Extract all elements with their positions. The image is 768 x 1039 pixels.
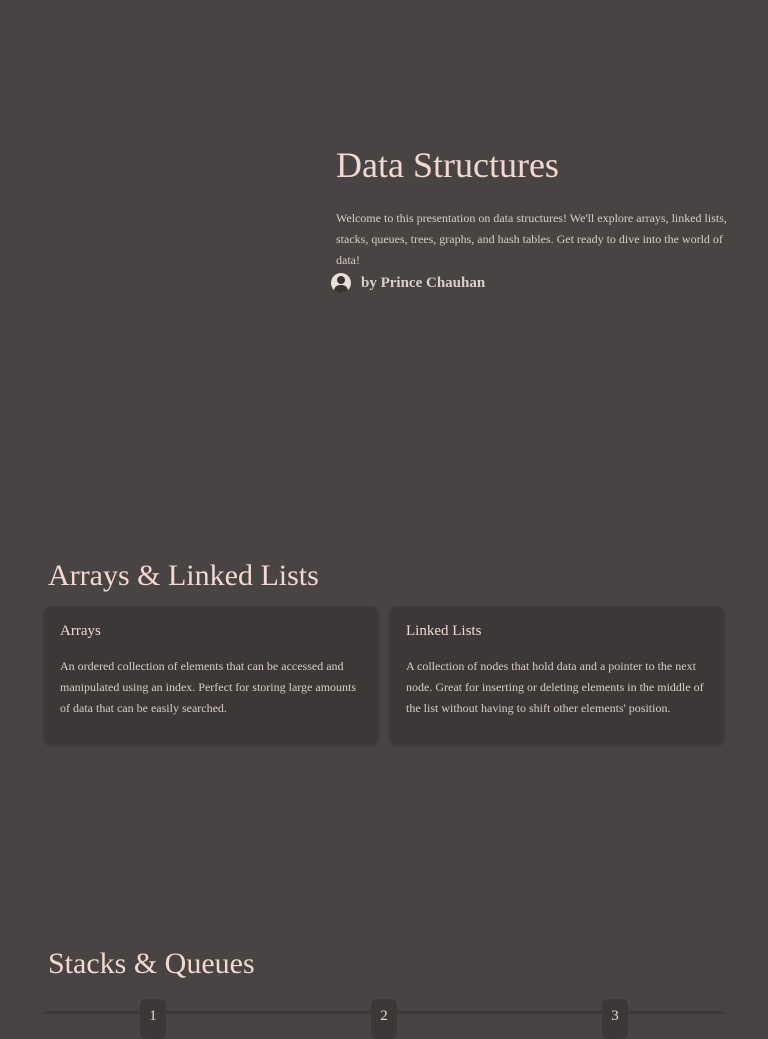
timeline-step-2: 2 (371, 999, 397, 1039)
section-title-stacks: Stacks & Queues (48, 947, 255, 980)
card-title: Arrays (60, 623, 101, 639)
page-title: Data Structures (336, 145, 559, 185)
card-linked-lists (390, 607, 724, 744)
card-arrays (44, 607, 378, 744)
author-byline (331, 273, 485, 293)
card-body: A collection of nodes that hold data and a pointer to the next node. Great for inserting or deleting elements in the middle of the list without having to shift other elements' position. (406, 659, 704, 715)
intro-text: Welcome to this presentation on data structures! We'll explore arrays, linked lists, stacks, queues, trees, graphs, and hash tables. Get ready to dive into the world of data! (336, 211, 727, 267)
card-body: An ordered collection of elements that can be accessed and manipulated using an index. Perfect for storing large amounts of data that can be easily searched. (60, 659, 357, 715)
author-name: by Prince Chauhan (361, 275, 486, 291)
timeline-step-3: 3 (602, 999, 628, 1039)
avatar (331, 273, 351, 293)
timeline-step-1: 1 (140, 999, 166, 1039)
hero-section (336, 142, 728, 291)
section-title-arrays: Arrays & Linked Lists (48, 559, 319, 592)
card-title: Linked Lists (406, 623, 482, 639)
